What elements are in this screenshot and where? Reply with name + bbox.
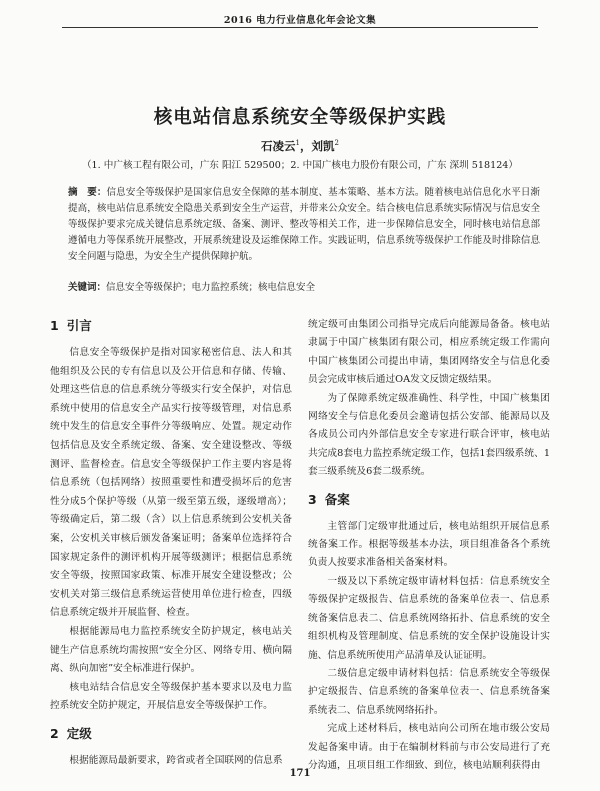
paragraph: 主管部门定级审批通过后，核电站组织开展信息系统备案工作。根据等级基本办法，项目组准备各个系统负责人按要求准备相关备案材料。 <box>308 520 550 569</box>
left-column <box>50 316 292 770</box>
affiliations: （1. 中广核工程有限公司，广东 阳江 529500；2. 中国广核电力股份有限公司，广东 深圳 518124） <box>81 160 519 171</box>
section-heading-grading <box>50 724 292 744</box>
keywords-label: 关键词： <box>68 282 107 293</box>
paragraph: 核电站结合信息安全等级保护基本要求以及电力监控系统安全防护规定，开展信息安全等级保护工作。 <box>50 681 292 712</box>
paragraph: 根据能源局最新要求，跨省或者全国联网的信息系 <box>69 754 283 766</box>
author-name: 刘凯 <box>311 139 335 153</box>
paragraph: 根据能源局电力监控系统安全防护规定，核电站关键生产信息系统均需按照“安全分区、网络专用、横向隔离、纵向加密”安全标准进行保护。 <box>50 625 292 675</box>
section-heading-filing <box>308 490 550 510</box>
section-title: 备案 <box>324 491 350 507</box>
paragraph: 一级及以下系统定级审请材料包括：信息系统安全等级保护定级报告、信息系统的备案单位表一、信息系统备案信息表二、信息系统网络拓扑、信息系统的安全组织机构及管理制度、信息系统的安全保护设施设计实施、信息系统所使用产品清单及认证证明。 <box>308 575 550 661</box>
abstract-label: 摘 要： <box>68 187 107 198</box>
page-number: 171 <box>289 768 311 779</box>
abstract-text: 信息安全等级保护是国家信息安全保障的基本制度、基本策略、基本方法。随着核电站信息化水平日渐提高，核电站信息系统安全隐患关系到安全生产运营，并带来公众安全。结合核电信息系统实际情况与信息安全等级保护要求完成关键信息系统定级、备案、测评、整改等相关工作，进一步保障信息安全，同时核电站信息部遵循电力等保系统开展整改，开展系统建设及运维保障工作。实践证明，信息系统等级保护工作能及时排除信息安全问题与隐患，为安全生产提供保障护航。 <box>68 187 540 262</box>
paragraph: 统定级可由集团公司指导完成后向能源局备备。核电站隶属于中国广核集团有限公司，相应系统定级工作需向中国广核集团公司提出申请，集团网络安全与信息化委员会完成审核后通过OA发文反馈定级结果。 <box>308 319 550 386</box>
running-head: 2016 电力行业信息化年会论文集 <box>223 15 377 26</box>
author-affil-mark: 1 <box>295 139 300 148</box>
section-title: 定级 <box>66 725 92 741</box>
section-number: 1 <box>50 318 59 333</box>
author-affil-mark: 2 <box>334 139 339 148</box>
section-number: 2 <box>50 725 59 741</box>
abstract <box>68 185 540 265</box>
paragraph: 为了保障系统定级准确性、科学性，中国广核集团网络安全与信息化委员会邀请包括公安部、能源局以及各成员公司内外部信息安全专家进行联合评审，核电站共完成8套电力监控系统定级工作，包括1套四级系统、1套三级系统及6套二级系统。 <box>308 392 550 478</box>
keywords <box>68 280 540 296</box>
author-line: 石凌云$^1$，刘凯$^2$ <box>261 139 339 153</box>
section-number: 3 <box>308 491 317 507</box>
header-rule <box>62 27 538 28</box>
paragraph: 信息安全等级保护是指对国家秘密信息、法人和其他组织及公民的专有信息以及公开信息和存储、传输、处理这些信息的信息系统分等级实行安全保护，对信息系统中使用的信息安全产品实行按等级管理，对信息系统中发生的信息安全事件分等级响应、处置。规定动作包括信息及安全系统定级、备案、安全建设整改、等级测评、监督检查。信息安全等级保护工作主要内容是将信息系统（包括网络）按照重要性和遭受损坏后的危害性分成5个保护等级（从第一级至第五级，逐级增高）；等级确定后，第二级（含）以上信息系统到公安机关备案，公安机关审核后颁发备案证明；备案单位选择符合国家规定条件的测评机构开展等级测评；根据信息系统安全等级，按照国家政策、标准开展安全建设整改；公安机关对第三级信息系统运营使用单位进行检查，四级信息系统定级并开展监督、检查。 <box>50 347 292 619</box>
paragraph: 完成上述材料后，核电站向公司所在地市级公安局发起备案申请。由于在编制材料前与市公安局进行了充分沟通，且项目组工作细致、到位，核电站顺利获得由 <box>308 723 550 771</box>
paragraph: 二级信息定级申请材料包括：信息系统安全等级保护定级报告、信息系统的备案单位表一、信息系统备案系统表二、信息系统网络拓扑。 <box>308 667 550 716</box>
keywords-text: 信息安全等级保护；电力监控系统；核电信息安全 <box>106 282 316 293</box>
author-name: 石凌云 <box>261 139 296 153</box>
section-title: 引言 <box>66 318 92 333</box>
paper-title: 核电站信息系统安全等级保护实践 <box>153 107 447 128</box>
right-column <box>308 316 550 775</box>
section-heading-intro <box>50 316 292 336</box>
